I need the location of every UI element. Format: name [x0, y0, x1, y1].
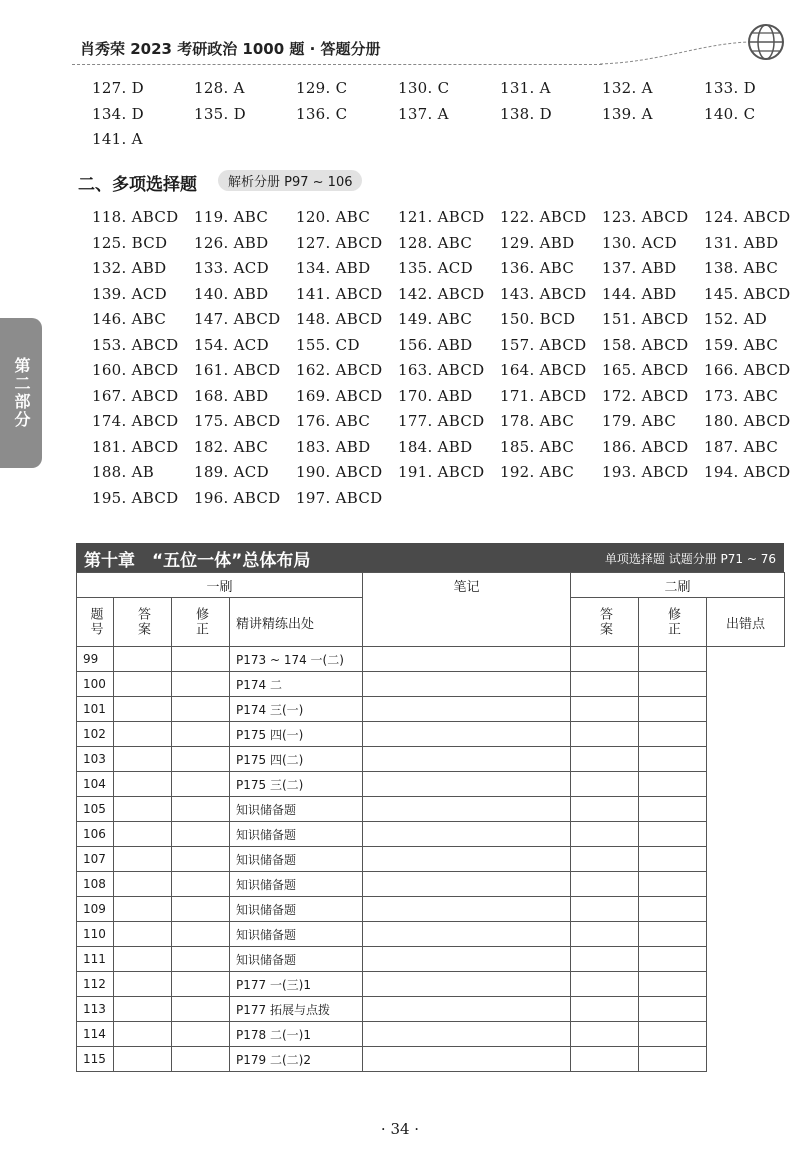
cell-answer[interactable]	[114, 872, 172, 897]
cell-error-point[interactable]	[639, 947, 707, 972]
cell-question-no: 104	[77, 772, 114, 797]
cell-answer[interactable]	[114, 797, 172, 822]
cell-answer[interactable]	[114, 722, 172, 747]
table-row	[77, 697, 785, 722]
table-row	[77, 747, 785, 772]
answer-item: 138. ABC	[704, 259, 779, 277]
cell-correction[interactable]	[172, 772, 230, 797]
single-choice-answer-grid	[92, 76, 800, 153]
table-row	[77, 872, 785, 897]
chapter-title: 第十章 “五位一体”总体布局	[84, 551, 311, 571]
answer-item: 172. ABCD	[602, 386, 689, 405]
cell-correction[interactable]	[172, 647, 230, 672]
cell-answer[interactable]	[114, 822, 172, 847]
answer-item: 161. ABCD	[194, 361, 281, 379]
cell-source: P174 三(一)	[230, 697, 363, 722]
answer-item: 123. ABCD	[602, 208, 689, 226]
answer-item: 131. ABD	[704, 233, 779, 252]
cell-answer[interactable]	[114, 772, 172, 797]
cell-source: 知识储备题	[230, 872, 363, 897]
answer-item: 174. ABCD	[92, 412, 179, 430]
cell-question-no: 115	[77, 1047, 114, 1072]
answer-item: 132. A	[602, 79, 653, 97]
answer-item: 126. ABD	[194, 233, 269, 252]
cell-error-point[interactable]	[639, 822, 707, 847]
chapter-reference: 单项选择题 试题分册 P71 ~ 76	[604, 552, 776, 566]
cell-error-point[interactable]	[639, 847, 707, 872]
page-number: · 34 ·	[380, 1120, 420, 1138]
answer-item: 186. ABCD	[602, 437, 689, 456]
answer-item: 119. ABC	[194, 208, 269, 226]
answer-item: 137. ABD	[602, 259, 677, 277]
answer-item: 144. ABD	[602, 284, 677, 303]
chapter-header-bar	[76, 543, 784, 572]
answer-item: 182. ABC	[194, 437, 269, 456]
answer-item: 133. D	[704, 79, 756, 97]
cell-error-point[interactable]	[639, 747, 707, 772]
cell-answer[interactable]	[114, 897, 172, 922]
answer-item: 124. ABCD	[704, 208, 791, 226]
cell-correction[interactable]	[172, 922, 230, 947]
cell-answer-second[interactable]	[363, 897, 571, 922]
cell-correction-second[interactable]	[571, 922, 639, 947]
cell-answer-second[interactable]	[363, 1022, 571, 1047]
answer-item: 184. ABD	[398, 437, 473, 456]
multi-choice-ref-badge: 解析分册 P97 ~ 106	[218, 170, 362, 191]
table-row	[77, 897, 785, 922]
answer-item: 163. ABCD	[398, 361, 485, 379]
cell-correction-second[interactable]	[571, 897, 639, 922]
cell-correction[interactable]	[172, 897, 230, 922]
answer-item: 129. ABD	[500, 233, 575, 252]
cell-error-point[interactable]	[639, 697, 707, 722]
answer-item: 157. ABCD	[500, 335, 587, 354]
answer-item: 176. ABC	[296, 412, 371, 430]
answer-item: 153. ABCD	[92, 335, 179, 354]
cell-answer[interactable]	[114, 972, 172, 997]
answer-item: 148. ABCD	[296, 310, 383, 328]
cell-answer[interactable]	[114, 947, 172, 972]
cell-error-point[interactable]	[639, 972, 707, 997]
cell-correction-second[interactable]	[571, 747, 639, 772]
answer-item: 195. ABCD	[92, 488, 179, 507]
cell-question-no: 111	[77, 947, 114, 972]
answer-item: 118. ABCD	[92, 208, 179, 226]
cell-correction-second[interactable]	[571, 697, 639, 722]
cell-source: P177 拓展与点拨	[230, 997, 363, 1022]
answer-item: 175. ABCD	[194, 412, 281, 430]
cell-answer-second[interactable]	[363, 722, 571, 747]
answer-record-table	[76, 572, 785, 1072]
answer-item: 187. ABC	[704, 437, 779, 456]
answer-item: 141. A	[92, 130, 143, 148]
table-row	[77, 1022, 785, 1047]
cell-error-point[interactable]	[639, 722, 707, 747]
cell-correction-second[interactable]	[571, 672, 639, 697]
col-error-point: 出错点	[707, 598, 785, 647]
cell-answer-second[interactable]	[363, 647, 571, 672]
answer-item: 142. ABCD	[398, 284, 485, 303]
cell-source: 知识储备题	[230, 897, 363, 922]
cell-answer-second[interactable]	[363, 697, 571, 722]
answer-item: 156. ABD	[398, 335, 473, 354]
answer-item: 130. C	[398, 79, 450, 97]
cell-correction-second[interactable]	[571, 997, 639, 1022]
second-pass-header: 二刷	[571, 573, 785, 598]
cell-answer[interactable]	[114, 697, 172, 722]
cell-source: 知识储备题	[230, 947, 363, 972]
cell-correction-second[interactable]	[571, 722, 639, 747]
answer-item: 197. ABCD	[296, 488, 383, 507]
answer-item: 166. ABCD	[704, 361, 791, 379]
table-row	[77, 847, 785, 872]
cell-answer-second[interactable]	[363, 922, 571, 947]
table-row	[77, 772, 785, 797]
answer-item: 139. ACD	[92, 284, 167, 303]
cell-question-no: 107	[77, 847, 114, 872]
cell-correction-second[interactable]	[571, 647, 639, 672]
answer-item: 121. ABCD	[398, 208, 485, 226]
cell-source: P177 一(三)1	[230, 972, 363, 997]
col-correction: 修正	[172, 598, 230, 647]
answer-item: 137. A	[398, 104, 449, 123]
cell-error-point[interactable]	[639, 897, 707, 922]
table-row	[77, 922, 785, 947]
cell-correction[interactable]	[172, 1022, 230, 1047]
cell-error-point[interactable]	[639, 772, 707, 797]
answer-item: 168. ABD	[194, 386, 269, 405]
answer-item: 193. ABCD	[602, 463, 689, 481]
cell-error-point[interactable]	[639, 672, 707, 697]
answer-item: 146. ABC	[92, 310, 167, 328]
multi-choice-answer-grid	[92, 205, 800, 511]
answer-item: 160. ABCD	[92, 361, 179, 379]
cell-correction[interactable]	[172, 722, 230, 747]
cell-error-point[interactable]	[639, 1047, 707, 1072]
answer-item: 127. D	[92, 79, 144, 97]
page-header: 肖秀荣 2023 考研政治 1000 题 · 答题分册	[80, 40, 381, 58]
cell-source: 知识储备题	[230, 922, 363, 947]
cell-question-no: 108	[77, 872, 114, 897]
answer-item: 171. ABCD	[500, 386, 587, 405]
cell-question-no: 112	[77, 972, 114, 997]
answer-item: 158. ABCD	[602, 335, 689, 354]
cell-answer-second[interactable]	[363, 947, 571, 972]
notes-column[interactable]	[363, 573, 571, 647]
answer-item: 129. C	[296, 79, 348, 97]
answer-item: 120. ABC	[296, 208, 371, 226]
cell-correction-second[interactable]	[571, 797, 639, 822]
answer-item: 138. D	[500, 104, 552, 123]
cell-source: 知识储备题	[230, 847, 363, 872]
cell-correction[interactable]	[172, 672, 230, 697]
col-answer: 答案	[114, 598, 172, 647]
cell-correction-second[interactable]	[571, 1022, 639, 1047]
answer-item: 140. C	[704, 104, 756, 123]
cell-correction-second[interactable]	[571, 972, 639, 997]
cell-answer[interactable]	[114, 847, 172, 872]
answer-item: 133. ACD	[194, 259, 269, 277]
cell-answer-second[interactable]	[363, 672, 571, 697]
answer-item: 136. ABC	[500, 259, 575, 277]
answer-item: 149. ABC	[398, 310, 473, 328]
cell-answer-second[interactable]	[363, 972, 571, 997]
cell-correction-second[interactable]	[571, 872, 639, 897]
answer-item: 179. ABC	[602, 412, 677, 430]
answer-item: 192. ABC	[500, 463, 575, 481]
table-row	[77, 647, 785, 672]
cell-answer[interactable]	[114, 647, 172, 672]
cell-source: 知识储备题	[230, 797, 363, 822]
answer-item: 196. ABCD	[194, 488, 281, 507]
cell-correction[interactable]	[172, 697, 230, 722]
cell-correction[interactable]	[172, 747, 230, 772]
notes-header: 笔记	[453, 580, 480, 595]
answer-item: 150. BCD	[500, 310, 576, 328]
cell-correction[interactable]	[172, 997, 230, 1022]
cell-source: P179 二(二)2	[230, 1047, 363, 1072]
cell-question-no: 102	[77, 722, 114, 747]
answer-item: 136. C	[296, 104, 348, 123]
cell-answer[interactable]	[114, 672, 172, 697]
answer-item: 141. ABCD	[296, 284, 383, 303]
answer-item: 132. ABD	[92, 259, 167, 277]
answer-item: 154. ACD	[194, 335, 269, 354]
cell-correction[interactable]	[172, 947, 230, 972]
answer-item: 191. ABCD	[398, 463, 485, 481]
answer-item: 131. A	[500, 79, 551, 97]
answer-item: 155. CD	[296, 335, 360, 354]
cell-source: 知识储备题	[230, 822, 363, 847]
cell-error-point[interactable]	[639, 1022, 707, 1047]
answer-item: 151. ABCD	[602, 310, 689, 328]
answer-item: 130. ACD	[602, 233, 677, 252]
answer-item: 178. ABC	[500, 412, 575, 430]
cell-answer-second[interactable]	[363, 822, 571, 847]
answer-item: 125. BCD	[92, 233, 168, 252]
cell-correction-second[interactable]	[571, 847, 639, 872]
answer-item: 188. AB	[92, 463, 155, 481]
answer-item: 145. ABCD	[704, 284, 791, 303]
multi-choice-section-title: 二、多项选择题	[78, 175, 197, 195]
answer-item: 167. ABCD	[92, 386, 179, 405]
cell-answer-second[interactable]	[363, 1047, 571, 1072]
answer-item: 190. ABCD	[296, 463, 383, 481]
table-row	[77, 997, 785, 1022]
cell-answer-second[interactable]	[363, 847, 571, 872]
answer-item: 135. ACD	[398, 259, 473, 277]
answer-item: 135. D	[194, 104, 246, 123]
answer-item: 147. ABCD	[194, 310, 281, 328]
cell-question-no: 106	[77, 822, 114, 847]
cell-correction-second[interactable]	[571, 1047, 639, 1072]
cell-answer[interactable]	[114, 997, 172, 1022]
cell-source: P175 四(一)	[230, 722, 363, 747]
cell-correction[interactable]	[172, 872, 230, 897]
answer-item: 159. ABC	[704, 335, 779, 354]
cell-correction[interactable]	[172, 847, 230, 872]
answer-item: 189. ACD	[194, 463, 269, 481]
cell-answer-second[interactable]	[363, 997, 571, 1022]
answer-item: 128. A	[194, 79, 245, 97]
answer-item: 127. ABCD	[296, 233, 383, 252]
globe-icon	[746, 22, 786, 62]
col-correction-second: 修正	[639, 598, 707, 647]
cell-answer[interactable]	[114, 922, 172, 947]
cell-answer-second[interactable]	[363, 772, 571, 797]
answer-item: 183. ABD	[296, 437, 371, 456]
answer-item: 173. ABC	[704, 386, 779, 405]
cell-correction[interactable]	[172, 972, 230, 997]
cell-question-no: 113	[77, 997, 114, 1022]
table-row	[77, 972, 785, 997]
col-answer-second: 答案	[571, 598, 639, 647]
table-row	[77, 672, 785, 697]
answer-item: 122. ABCD	[500, 208, 587, 226]
cell-question-no: 99	[77, 647, 114, 672]
cell-question-no: 100	[77, 672, 114, 697]
cell-correction[interactable]	[172, 822, 230, 847]
cell-error-point[interactable]	[639, 997, 707, 1022]
section-side-tab: 第二部分	[0, 318, 42, 468]
col-source: 精讲精练出处	[230, 598, 363, 647]
answer-item: 134. D	[92, 104, 144, 123]
cell-question-no: 105	[77, 797, 114, 822]
answer-item: 194. ABCD	[704, 463, 791, 481]
cell-error-point[interactable]	[639, 647, 707, 672]
table-row	[77, 822, 785, 847]
cell-answer-second[interactable]	[363, 872, 571, 897]
answer-item: 139. A	[602, 104, 653, 123]
cell-source: P178 二(一)1	[230, 1022, 363, 1047]
cell-source: P175 四(二)	[230, 747, 363, 772]
answer-item: 177. ABCD	[398, 412, 485, 430]
answer-item: 140. ABD	[194, 284, 269, 303]
table-row	[77, 797, 785, 822]
answer-item: 185. ABC	[500, 437, 575, 456]
answer-item: 165. ABCD	[602, 361, 689, 379]
cell-error-point[interactable]	[639, 797, 707, 822]
cell-error-point[interactable]	[639, 922, 707, 947]
cell-error-point[interactable]	[639, 872, 707, 897]
cell-correction-second[interactable]	[571, 822, 639, 847]
cell-source: P174 二	[230, 672, 363, 697]
header-curve-decoration	[600, 40, 750, 65]
answer-item: 169. ABCD	[296, 386, 383, 405]
cell-correction-second[interactable]	[571, 772, 639, 797]
cell-answer[interactable]	[114, 747, 172, 772]
col-question-no: 题号	[77, 598, 114, 647]
answer-item: 134. ABD	[296, 259, 371, 277]
answer-item: 180. ABCD	[704, 412, 791, 430]
cell-question-no: 101	[77, 697, 114, 722]
table-row	[77, 947, 785, 972]
cell-question-no: 114	[77, 1022, 114, 1047]
cell-answer-second[interactable]	[363, 797, 571, 822]
cell-source: P175 三(二)	[230, 772, 363, 797]
answer-item: 128. ABC	[398, 233, 473, 252]
answer-item: 152. AD	[704, 310, 768, 328]
cell-question-no: 109	[77, 897, 114, 922]
answer-item: 170. ABD	[398, 386, 473, 405]
table-row	[77, 1047, 785, 1072]
cell-answer-second[interactable]	[363, 747, 571, 772]
cell-answer[interactable]	[114, 1022, 172, 1047]
cell-question-no: 103	[77, 747, 114, 772]
cell-correction-second[interactable]	[571, 947, 639, 972]
cell-source: P173 ~ 174 一(二)	[230, 647, 363, 672]
answer-item: 164. ABCD	[500, 361, 587, 379]
answer-item: 181. ABCD	[92, 437, 179, 456]
header-divider	[72, 64, 602, 65]
cell-correction[interactable]	[172, 797, 230, 822]
cell-answer[interactable]	[114, 1047, 172, 1072]
cell-question-no: 110	[77, 922, 114, 947]
answer-item: 143. ABCD	[500, 284, 587, 303]
answer-item: 162. ABCD	[296, 361, 383, 379]
cell-correction[interactable]	[172, 1047, 230, 1072]
table-row	[77, 722, 785, 747]
first-pass-header: 一刷	[77, 573, 363, 598]
